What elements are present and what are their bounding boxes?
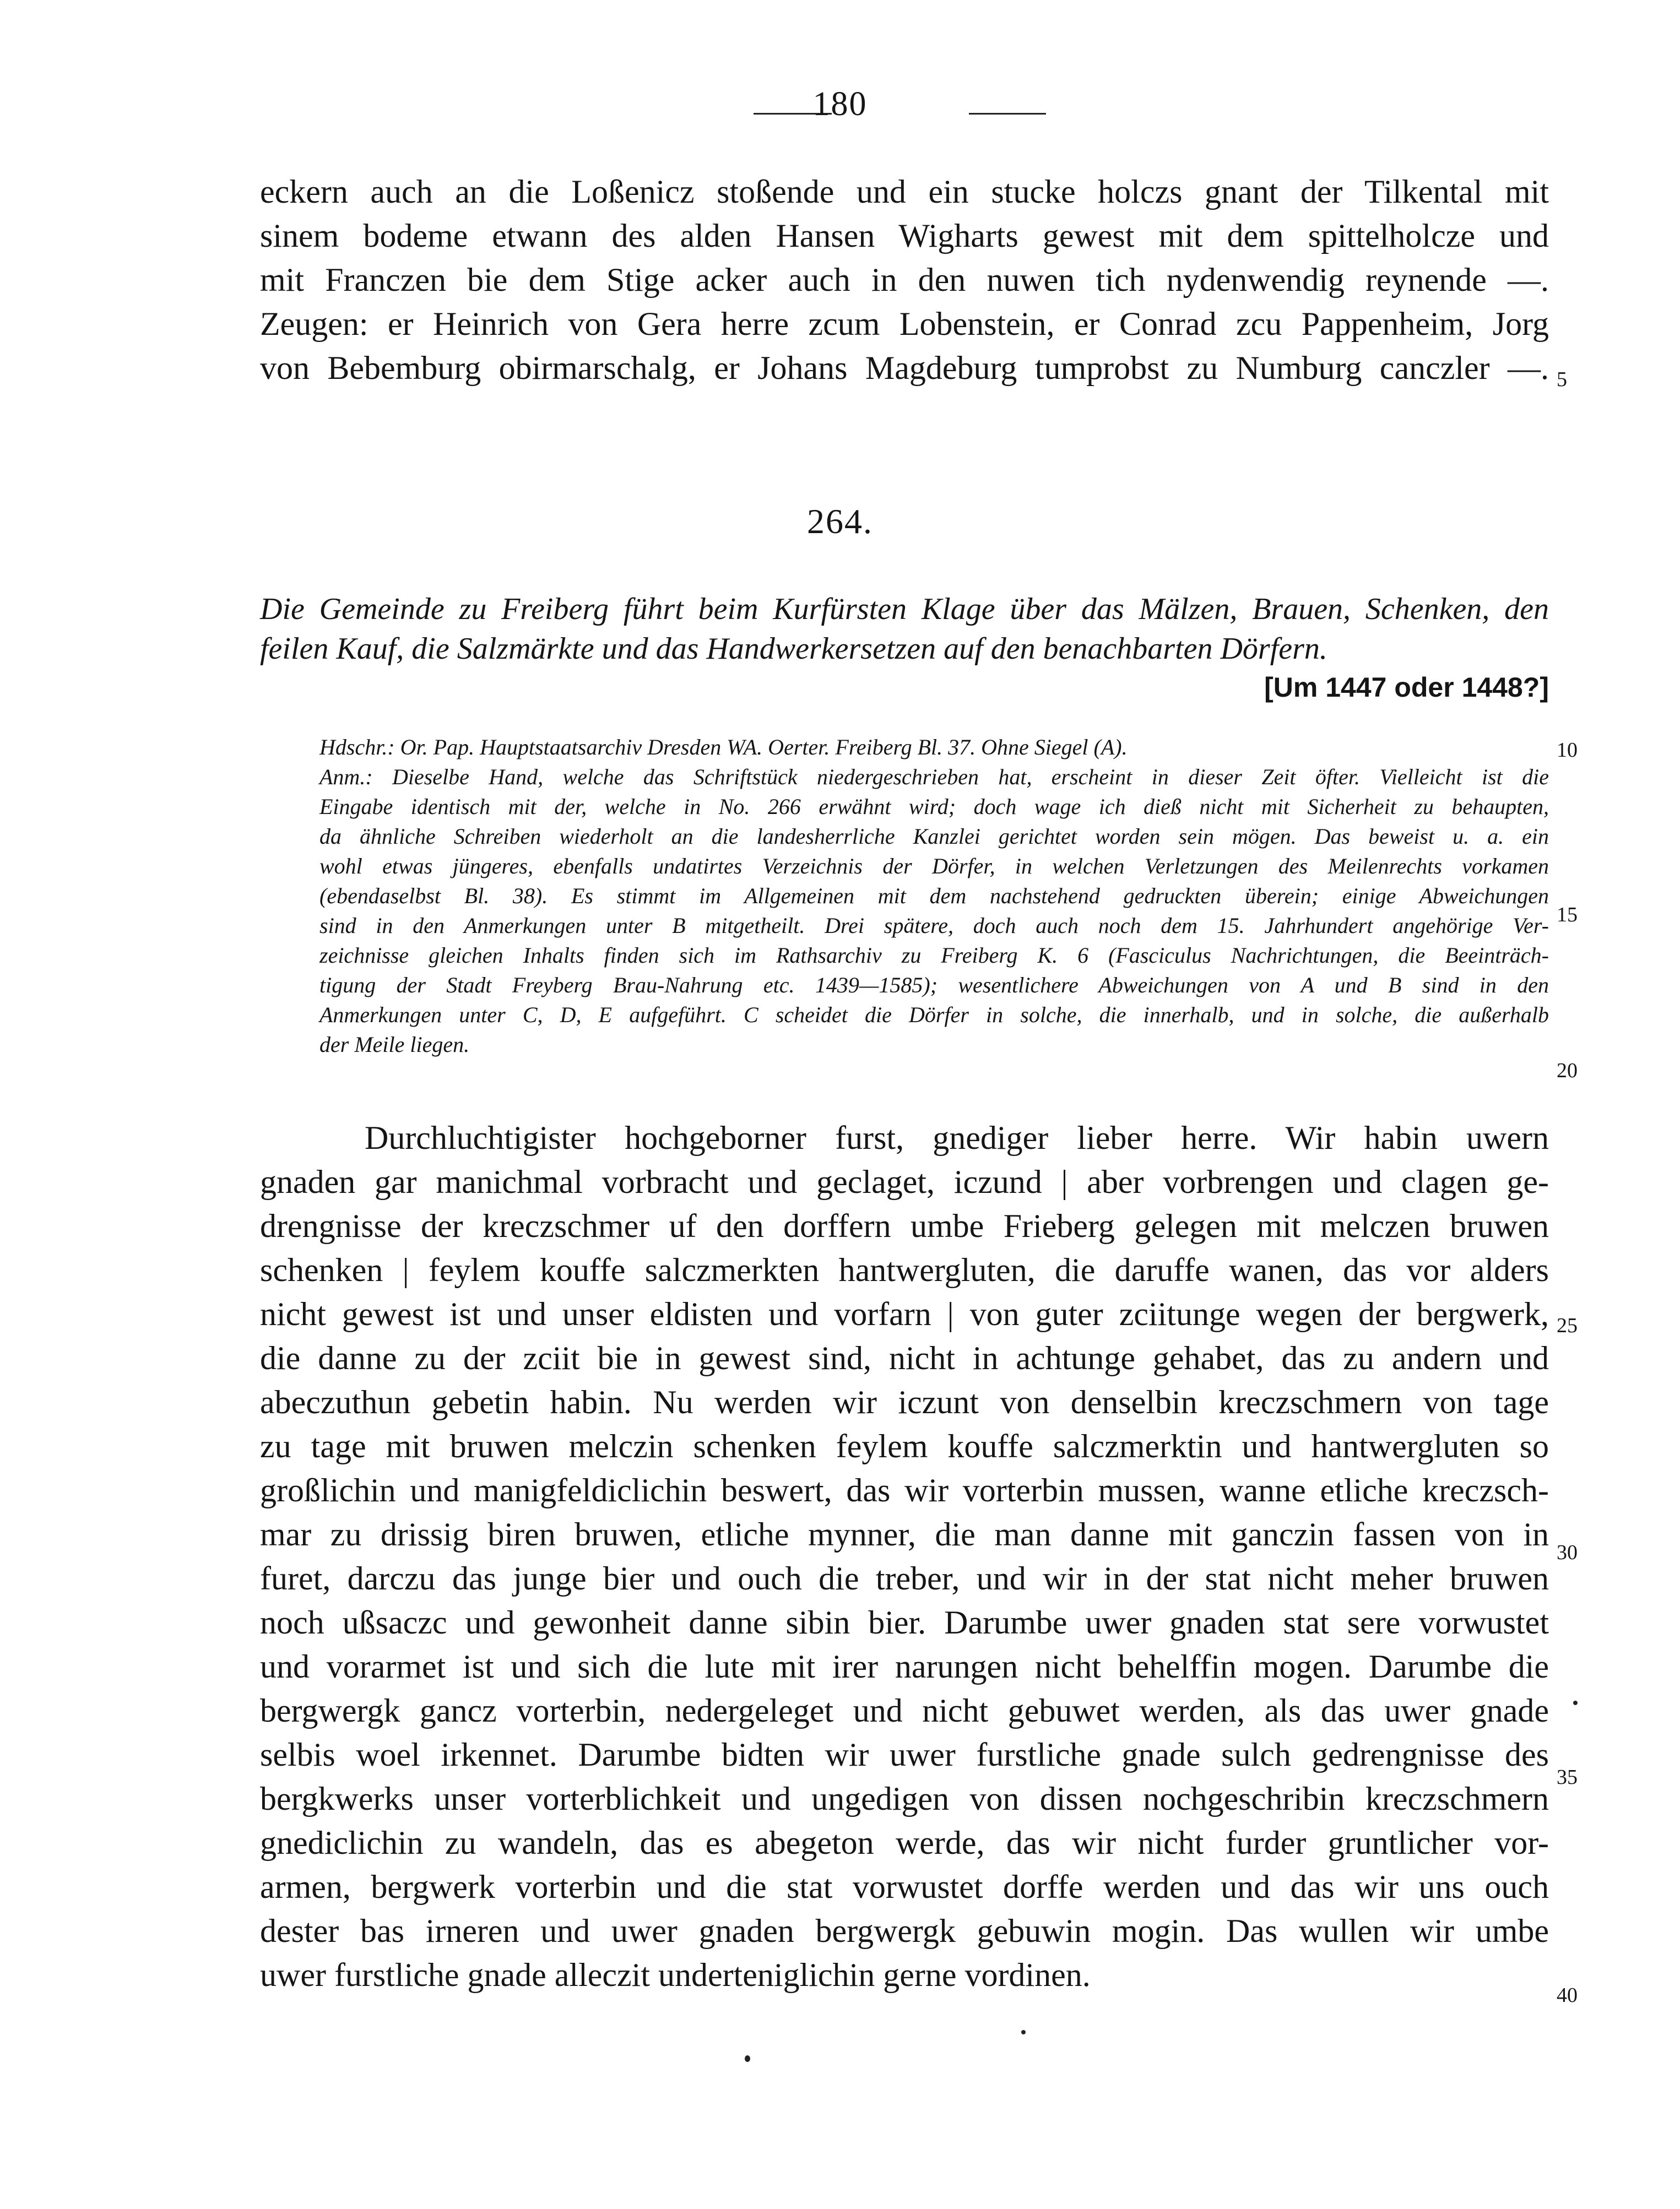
witness-line: Zeugen: er Heinrich von Gera herre zcum Lobenstein, er Conrad zcu Pappenheim, Jorg (260, 306, 1549, 342)
annotation-line: der Meile liegen. (319, 1032, 470, 1057)
annotation-line: (ebendaselbst Bl. 38). Es stimmt im Allgemeinen mit dem nachstehend gedruckten überein; einige Abweichungen (319, 883, 1549, 908)
manuscript-note: Hdschr.: Or. Pap. Hauptstaatsarchiv Dresden WA. Oerter. Freiberg Bl. 37. Ohne Siegel (A). (319, 735, 1128, 759)
document-text-line: furet, darczu das junge bier und ouch die treber, und wir in der stat nicht meher bruwen (260, 1560, 1549, 1597)
preceding-text-line: eckern auch an die Loßenicz stoßende und ein stucke holczs gnant der Tilkental mit (260, 173, 1549, 210)
document-text-line: armen, bergwerk vorterbin und die stat vorwustet dorffe werden und das wir uns ouch (260, 1869, 1549, 1905)
print-speck (745, 2055, 750, 2062)
line-number: 25 (1557, 1314, 1578, 1337)
document-text-line: selbis woel irkennet. Darumbe bidten wir uwer furstliche gnade sulch gedrengnisse des (260, 1736, 1549, 1773)
document-text-line: und vorarmet ist und sich die lute mit irer narungen nicht behelffin mogen. Darumbe die (260, 1648, 1549, 1685)
document-text-line: abeczuthun gebetin habin. Nu werden wir iczunt von denselbin kreczschmern von tage (260, 1384, 1549, 1420)
document-text-line: mar zu drissig biren bruwen, etliche mynner, die man danne mit ganczin fassen von in (260, 1516, 1549, 1553)
document-text-line: drengnisse der kreczschmer uf den dorffern umbe Frieberg gelegen mit melczen bruwen (260, 1208, 1549, 1244)
document-date: [Um 1447 oder 1448?] (1264, 672, 1549, 703)
annotation-line: tigung der Stadt Freyberg Brau-Nahrung etc. 1439—1585); wesentlichere Abweichungen von A und B sind in den (319, 973, 1549, 997)
document-text-line: Durchluchtigister hochgeborner furst, gnediger lieber herre. Wir habin uwern (365, 1120, 1549, 1156)
regest-line: feilen Kauf, die Salzmärkte und das Handwerkersetzen auf den benachbarten Dörfern. (260, 632, 1327, 666)
annotation-line: da ähnliche Schreiben wiederholt an die landesherrliche Kanzlei gerichtet worden sein mögen. Das beweist u. a. ein (319, 824, 1549, 849)
document-text-line: schenken | feylem kouffe salczmerkten hantwergluten, die daruffe wanen, das vor alders (260, 1252, 1549, 1288)
line-number: 5 (1557, 368, 1567, 391)
annotation-line: zeichnisse gleichen Inhalts finden sich im Rathsarchiv zu Freiberg K. 6 (Fasciculus Nachrichtungen, die Beeinträch- (319, 943, 1549, 968)
print-speck (1021, 2030, 1026, 2034)
preceding-text-line: sinem bodeme etwann des alden Hansen Wigharts gewest mit dem spittelholcze und (260, 218, 1549, 254)
document-text-line: gnaden gar manichmal vorbracht und geclaget, iczund | aber vorbrengen und clagen ge- (260, 1164, 1549, 1200)
document-text-line: gnediclichin zu wandeln, das es abegeton werde, das wir nicht furder gruntlicher vor- (260, 1825, 1549, 1861)
document-text-line: bergkwerks unser vorterblichkeit und ungedigen von dissen nochgeschribin kreczschmern (260, 1781, 1549, 1817)
document-text-line: noch ußsaczc und gewonheit danne sibin bier. Darumbe uwer gnaden stat sere vorwustet (260, 1604, 1549, 1641)
document-text-line: die danne zu der zciit bie in gewest sind, nicht in achtunge gehabet, das zu andern und (260, 1340, 1549, 1376)
line-number: 40 (1557, 1984, 1578, 2007)
annotation-line: Anm.: Dieselbe Hand, welche das Schriftstück niedergeschrieben hat, erscheint in dieser Zeit öfter. Vielleicht ist die (319, 764, 1549, 789)
line-number: 35 (1557, 1766, 1578, 1789)
document-text-line: zu tage mit bruwen melczin schenken feylem kouffe salczmerktin und hantwergluten so (260, 1428, 1549, 1464)
preceding-text-line: mit Franczen bie dem Stige acker auch in den nuwen tich nydenwendig reynende —. (260, 262, 1549, 298)
document-text-line: nicht gewest ist und unser eldisten und vorfarn | von guter zciitunge wegen der bergwerk, (260, 1296, 1549, 1332)
annotation-line: Anmerkungen unter C, D, E aufgeführt. C scheidet die Dörfer in solche, die innerhalb, und in solche, die außerhalb (319, 1002, 1549, 1027)
document-number: 264. (807, 502, 873, 541)
witness-line: von Bebemburg obirmarschalg, er Johans Magdeburg tumprobst zu Numburg canczler —. (260, 350, 1549, 386)
line-number: 10 (1557, 739, 1578, 762)
print-speck (1573, 1701, 1578, 1705)
document-text-line: großlichin und manigfeldiclichin beswert, das wir vorterbin mussen, wanne etliche kreczsch- (260, 1472, 1549, 1508)
annotation-line: sind in den Anmerkungen unter B mitgetheilt. Drei spätere, doch auch noch dem 15. Jahrhundert angehörige Ver- (319, 913, 1549, 938)
annotation-line: Eingabe identisch mit der, welche in No. 266 erwähnt wird; doch wage ich dieß nicht mit Sicherheit zu behaupten, (319, 794, 1549, 819)
regest-line: Die Gemeinde zu Freiberg führt beim Kurfürsten Klage über das Mälzen, Brauen, Schenken, den (260, 592, 1549, 626)
line-number: 20 (1557, 1059, 1578, 1082)
line-number: 15 (1557, 903, 1578, 926)
page-number: 180 (812, 85, 868, 123)
document-text-line: dester bas irneren und uwer gnaden bergwergk gebuwin mogin. Das wullen wir umbe (260, 1913, 1549, 1949)
annotation-line: wohl etwas jüngeres, ebenfalls undatirtes Verzeichnis der Dörfer, in welchen Verletzungen des Meilenrechts vorkamen (319, 854, 1549, 878)
document-text-line: bergwergk gancz vorterbin, nedergeleget und nicht gebuwet werden, als das uwer gnade (260, 1692, 1549, 1729)
document-text-line: uwer furstliche gnade alleczit underteniglichin gerne vordinen. (260, 1957, 1091, 1993)
header-rule-right (969, 113, 1046, 115)
line-number: 30 (1557, 1541, 1578, 1564)
